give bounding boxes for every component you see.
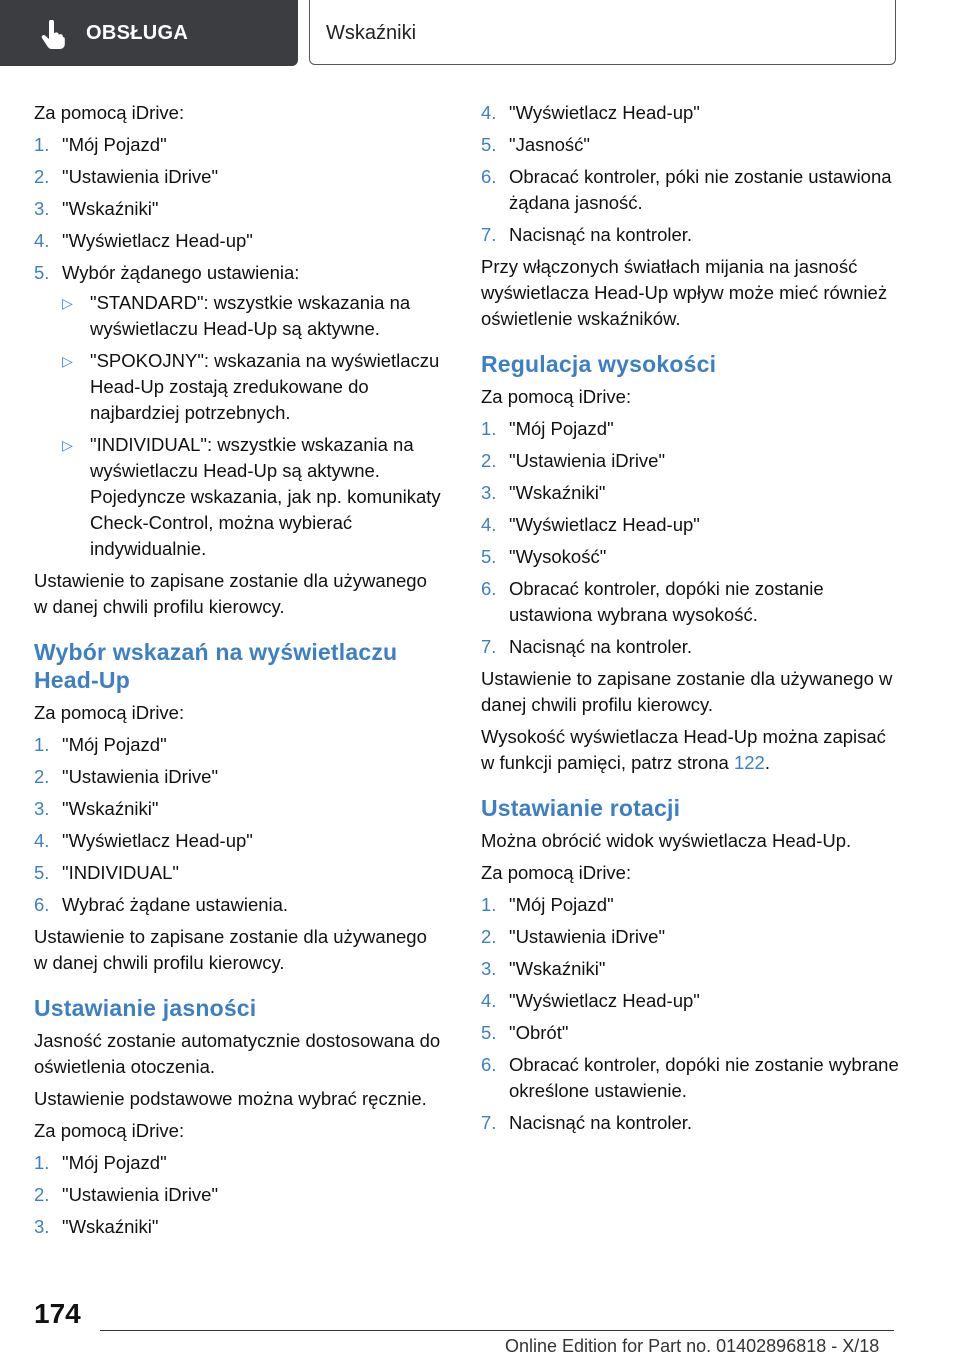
saved-note: Ustawienie to zapisane zostanie dla używanego w danej chwili profilu kierowcy. <box>34 570 427 617</box>
list-item: 4. "Wyświetlacz Head-up" <box>34 230 253 251</box>
intro-text: Za pomocą iDrive: <box>481 862 632 883</box>
list-item: 2. "Ustawienia iDrive" <box>34 166 219 187</box>
list-item: 3. "Wskaźniki" <box>34 798 159 819</box>
list-item: 4. "Wyświetlacz Head-up" <box>34 830 253 851</box>
steps-list <box>34 132 444 562</box>
brightness-text: Ustawienie podstawowe można wybrać ręcznie. <box>34 1088 427 1109</box>
sub-list-item: ▷ "SPOKOJNY": wskazania na wyświetlaczu Head-Up zostają zredukowane do najbardziej potrzebnych. <box>62 350 440 423</box>
list-item: 4. "Wyświetlacz Head-up" <box>481 990 700 1011</box>
list-item: 2. "Ustawienia iDrive" <box>34 1184 219 1205</box>
list-item: 4. "Wyświetlacz Head-up" <box>481 102 700 123</box>
list-item: 3. "Wskaźniki" <box>481 958 606 979</box>
saved-note: Ustawienie to zapisane zostanie dla używanego w danej chwili profilu kierowcy. <box>34 926 427 973</box>
heading-select-displays: Wybór wskazań na wyświetlaczu Head-Up <box>34 639 398 693</box>
intro-text: Za pomocą iDrive: <box>34 702 185 723</box>
list-item: 3. "Wskaźniki" <box>34 198 159 219</box>
list-item: 7. Nacisnąć na kontroler. <box>481 636 693 657</box>
list-item: 6. Obracać kontroler, dopóki nie zostanie wybrane określone ustawienie. <box>481 1054 899 1101</box>
steps-list <box>34 1150 444 1240</box>
sub-list <box>62 290 444 562</box>
steps-list <box>34 732 444 918</box>
right-column <box>481 100 901 1142</box>
list-item: 5. "Jasność" <box>481 134 591 155</box>
brightness-note: Przy włączonych światłach mijania na jasność wyświetlacza Head-Up wpływ może mieć również oświetlenie wskaźników. <box>481 256 888 329</box>
list-item: 5. "INDIVIDUAL" <box>34 862 179 883</box>
list-item: 3. "Wskaźniki" <box>481 482 606 503</box>
sub-list-item: ▷ "STANDARD": wszystkie wskazania na wyświetlaczu Head-Up są aktywne. <box>62 292 411 339</box>
list-item: 1. "Mój Pojazd" <box>34 734 167 755</box>
list-item: 7. Nacisnąć na kontroler. <box>481 224 693 245</box>
list-item: 6. Obracać kontroler, póki nie zostanie ustawiona żądana jasność. <box>481 166 892 213</box>
footer-divider <box>100 1330 894 1331</box>
brightness-text: Jasność zostanie automatycznie dostosowana do oświetlenia otoczenia. <box>34 1030 441 1077</box>
steps-list <box>481 892 901 1136</box>
steps-list <box>481 416 901 660</box>
intro-text: Za pomocą iDrive: <box>34 102 185 123</box>
list-item: 6. Wybrać żądane ustawienia. <box>34 894 289 915</box>
heading-brightness: Ustawianie jasności <box>34 995 257 1021</box>
page-link[interactable]: 122 <box>733 752 765 773</box>
page-number: 174 <box>34 1298 81 1329</box>
list-item: 1. "Mój Pojazd" <box>34 134 167 155</box>
list-item: 6. Obracać kontroler, dopóki nie zostanie ustawiona wybrana wysokość. <box>481 578 824 625</box>
section-label: OBSŁUGA <box>86 22 189 44</box>
heading-rotation: Ustawianie rotacji <box>481 795 681 821</box>
sub-list-item: ▷ "INDIVIDUAL": wszystkie wskazania na wyświetlaczu Head-Up są aktywne. Pojedyncze wskazania, jak np. komunikaty Check-Control, można wybierać indywidualnie. <box>62 434 441 559</box>
list-item: 1. "Mój Pojazd" <box>34 1152 167 1173</box>
rotation-text: Można obrócić widok wyświetlacza Head-Up. <box>481 830 852 851</box>
triangle-bullet-icon: ▷ <box>62 353 73 369</box>
saved-note: Ustawienie to zapisane zostanie dla używanego w danej chwili profilu kierowcy. <box>481 668 893 715</box>
left-column <box>34 100 444 1246</box>
list-item: 2. "Ustawienia iDrive" <box>34 766 219 787</box>
section-tab <box>0 0 298 66</box>
chapter-title: Wskaźniki <box>326 22 417 44</box>
list-item: 3. "Wskaźniki" <box>34 1216 159 1237</box>
list-item: 1. "Mój Pojazd" <box>481 418 614 439</box>
intro-text: Za pomocą iDrive: <box>34 1120 185 1141</box>
heading-height: Regulacja wysokości <box>481 351 717 377</box>
triangle-bullet-icon: ▷ <box>62 437 73 453</box>
chapter-header <box>309 0 896 65</box>
memory-note: Wysokość wyświetlacza Head-Up można zapisać w funkcji pamięci, patrz strona 122. <box>481 726 886 773</box>
list-item: 5. "Obrót" <box>481 1022 569 1043</box>
list-item: 5. Wybór żądanego ustawienia: ▷ "STANDARD": wszystkie wskazania na wyświetlaczu Head-Up są aktywne. ▷ "SPOKOJNY": wskazania na wyświetlaczu Head-Up zostają zredukowane do najbardziej potrzebnych. ▷ "INDIVIDUAL": wszystkie wskazania na wyświetlaczu Head-Up są aktywne. Pojedyncze wskazania, jak np. komunikaty Check-Control, można wybierać indywidualnie. <box>34 260 444 562</box>
intro-text: Za pomocą iDrive: <box>481 386 632 407</box>
steps-list <box>481 100 901 248</box>
list-item: 2. "Ustawienia iDrive" <box>481 450 666 471</box>
list-item: 1. "Mój Pojazd" <box>481 894 614 915</box>
list-item: 2. "Ustawienia iDrive" <box>481 926 666 947</box>
list-item: 5. "Wysokość" <box>481 546 607 567</box>
triangle-bullet-icon: ▷ <box>62 295 73 311</box>
list-item: 4. "Wyświetlacz Head-up" <box>481 514 700 535</box>
hand-pointer-icon <box>40 20 66 50</box>
edition-text: Online Edition for Part no. 01402896818 - X/18 <box>505 1336 880 1356</box>
list-item: 7. Nacisnąć na kontroler. <box>481 1112 693 1133</box>
